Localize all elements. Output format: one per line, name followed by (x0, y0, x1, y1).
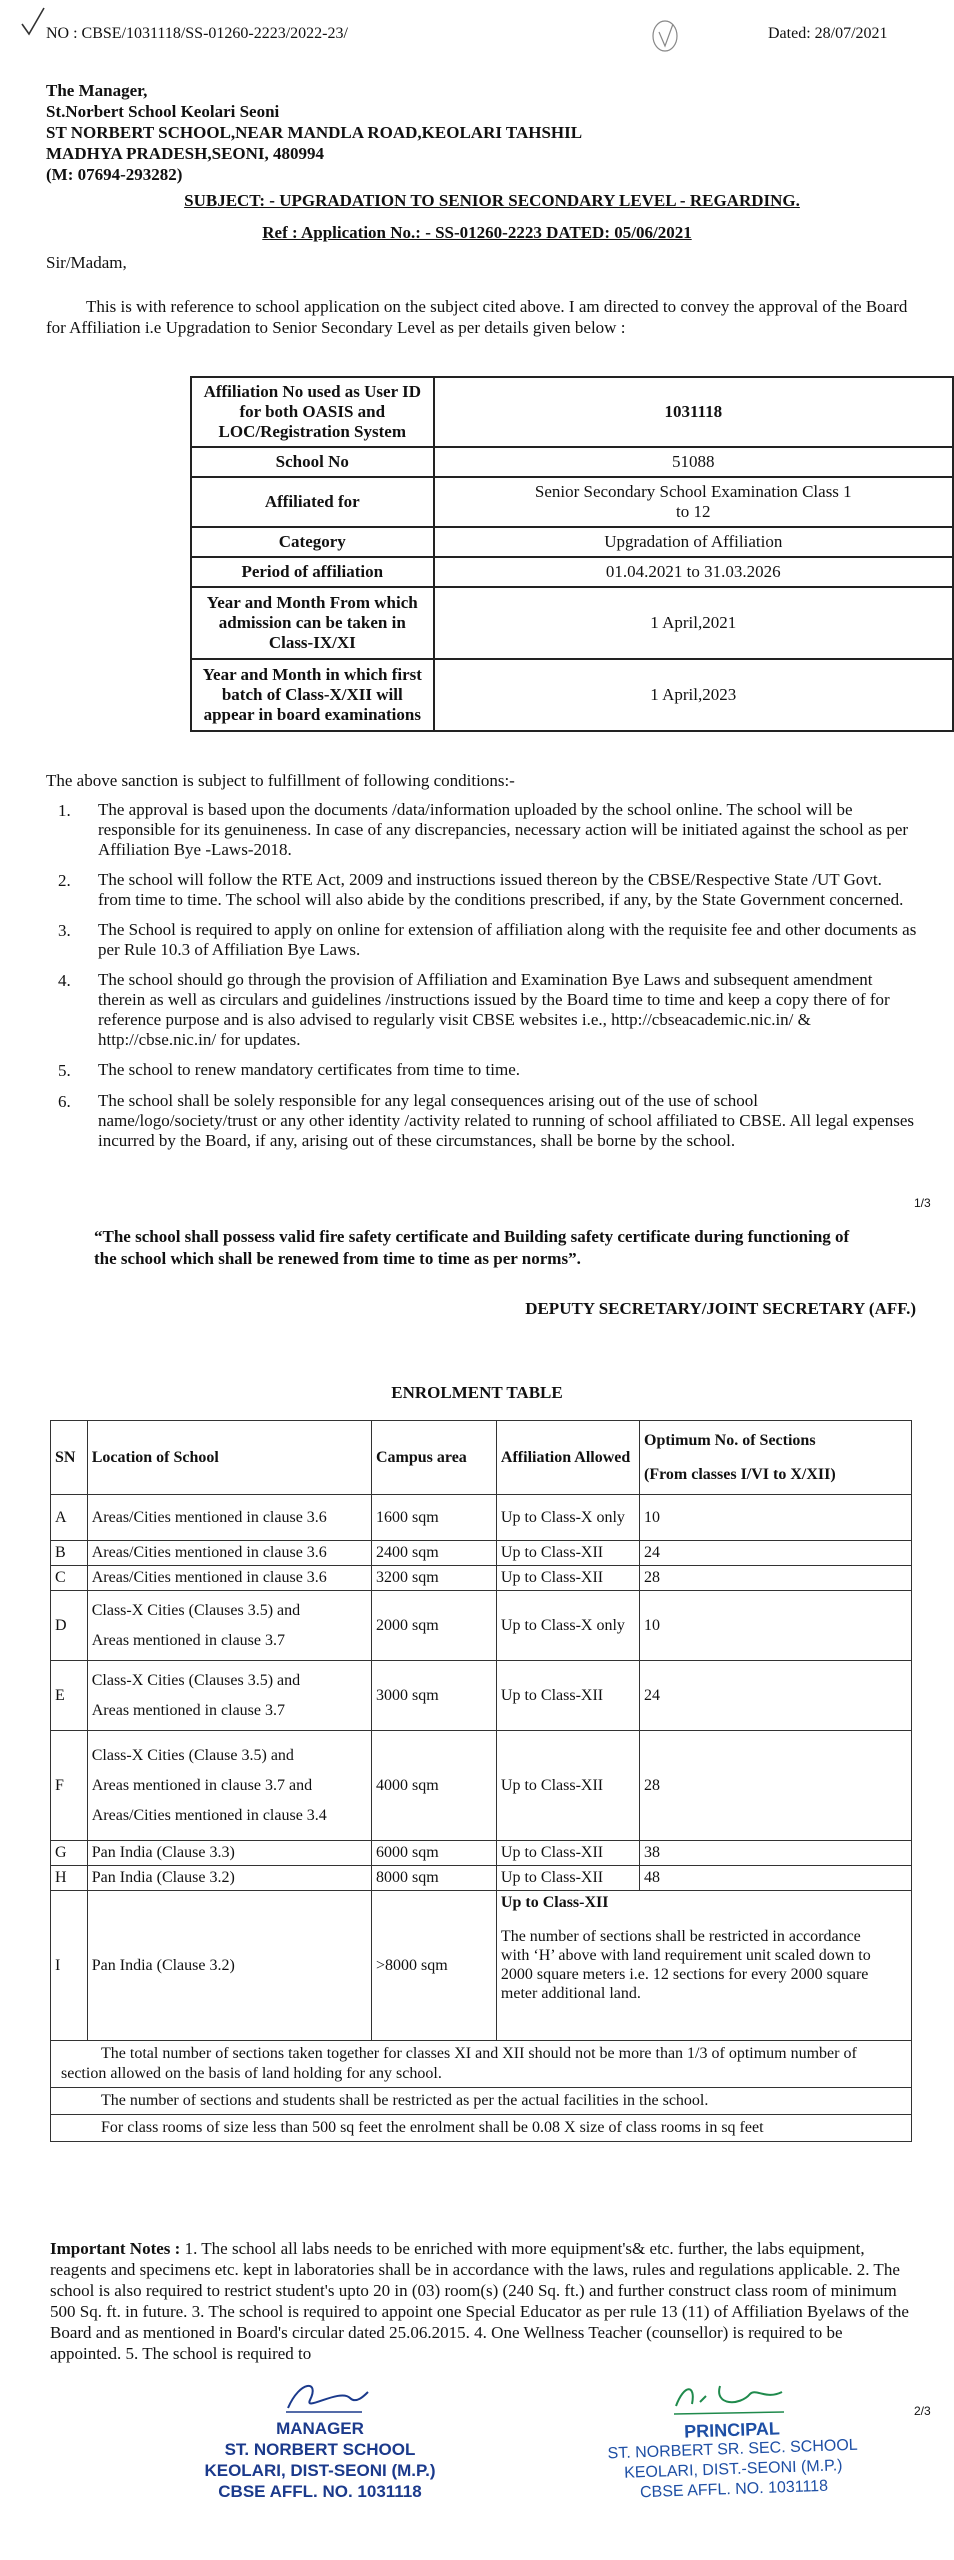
location-line: Areas/Cities mentioned in clause 3.6 (91, 1569, 327, 1586)
cell-sn: C (51, 1566, 88, 1591)
condition-number: 4. (58, 971, 71, 990)
condition-text: The school to renew mandatory certificates from time to time. (98, 1060, 521, 1079)
address-line: MADHYA PRADESH,SEONI, 480994 (46, 144, 325, 163)
cell-campus-area: 8000 sqm (371, 1866, 496, 1891)
affiliation-label: Affiliated for (191, 477, 434, 527)
list-item (58, 920, 918, 960)
location-line: Areas mentioned in clause 3.7 (91, 1701, 286, 1719)
condition-text: The school will follow the RTE Act, 2009 and instructions issued thereon by the CBSE/Respective State /UT Govt. from time to time. The school will also abide by the conditions prescribed, if any, by the State Government concerned. (98, 870, 904, 909)
condition-text: The school shall be solely responsible for any legal consequences arising out of the use of school name/logo/society/trust or any other identity /activity related to running of school affiliated to CBSE. All legal expenses incurred by the Board, if any, arising out of these circumstances, shall be borne by the school. (98, 1091, 914, 1151)
table-row (191, 659, 953, 731)
column-header: Affiliation Allowed (496, 1421, 639, 1495)
list-item (58, 970, 918, 1050)
important-notes (50, 2238, 912, 2364)
condition-text: The approval is based upon the documents /data/information uploaded by the school online. The school will be responsible for its genuineness. In case of any discrepancies, necessary action will be initiated against the school as per Affiliation Bye -Laws-2018. (98, 800, 909, 859)
column-header: Campus area (371, 1421, 496, 1495)
cell-sections: 10 (640, 1495, 912, 1541)
list-item (58, 870, 918, 910)
cell-campus-area: 2000 sqm (371, 1591, 496, 1661)
cell-sn: F (51, 1731, 88, 1841)
table-header-row (51, 1421, 912, 1495)
condition-number: 5. (58, 1061, 71, 1080)
condition-text: The school should go through the provision of Affiliation and Examination Bye Laws and subsequent amendment therein as well as circulars and guidelines /instructions issued by the Board time to time and keep a copy there of for reference purpose and is also advised to regularly visit CBSE websites i.e., http://cbseacademic.nic.in/ & http://cbse.nic.in/ for updates. (98, 970, 890, 1049)
location-line: Areas/Cities mentioned in clause 3.4 (91, 1806, 327, 1824)
conditions-intro: The above sanction is subject to fulfillment of following conditions:- (46, 771, 515, 790)
condition-number: 2. (58, 871, 71, 890)
address-line: ST NORBERT SCHOOL,NEAR MANDLA ROAD,KEOLARI TAHSHIL (46, 123, 583, 142)
cell-affiliation-allowed: Up to Class-X only (496, 1591, 639, 1661)
condition-number: 6. (58, 1092, 71, 1112)
cell-affiliation-allowed: Up to Class-X only (496, 1495, 639, 1541)
location-line: Pan India (Clause 3.2) (91, 1869, 235, 1886)
stamp-line: KEOLARI, DIST.-SEONI (M.P.) (623, 2457, 843, 2482)
cell-affiliation-allowed: Up to Class-XII (496, 1566, 639, 1591)
table-row (191, 587, 953, 659)
affiliation-label: Period of affiliation (191, 557, 434, 587)
cell-sections: 28 (640, 1731, 912, 1841)
cell-campus-area: 3200 sqm (371, 1566, 496, 1591)
cell-sn: B (51, 1541, 88, 1566)
table-row (51, 1566, 912, 1591)
affiliation-label: Year and Month From which admission can be taken in Class-IX/XI (191, 587, 434, 659)
conditions-list (58, 800, 918, 1161)
cell-location (87, 1591, 371, 1661)
table-row (191, 557, 953, 587)
list-item (58, 1060, 918, 1081)
notes-text: 1. The school all labs needs to be enriched with more equipment's& etc. further, the labs equipment, reagents and specimens etc. kept in laboratories shall be in accordance with the laws, rules and regulations applicable. 2. The school is also required to restrict student's upto 20 in (03) room(s) (240 Sq. ft.) and further construct class room of minimum 500 Sq. ft. in future. 3. The school is required to appoint one Special Educator as per rule 13 (11) of Affiliation Byelaws of the Board and as mentioned in Board's circular dated 25.06.2015. 4. One Wellness Teacher (counsellor) is required to be appointed. 5. The school is required to (50, 2239, 909, 2363)
signatory-title: DEPUTY SECRETARY/JOINT SECRETARY (AFF.) (525, 1299, 916, 1318)
column-header-line: Optimum No. of Sections (644, 1431, 816, 1449)
check-mark-icon (20, 6, 46, 36)
fire-safety-note: “The school shall possess valid fire safety certificate and Building safety certificate during functioning of the school which shall be renewed from time to time as per norms”. (94, 1227, 850, 1268)
table-row (191, 377, 953, 447)
affiliation-value: 1031118 (434, 377, 953, 447)
cell-sn: I (51, 1891, 88, 2041)
manager-stamp (190, 2418, 450, 2502)
location-line: Pan India (Clause 3.3) (91, 1844, 235, 1861)
cell-campus-area: 3000 sqm (371, 1661, 496, 1731)
table-footnote-row (51, 2041, 912, 2088)
cell-sections: 28 (640, 1566, 912, 1591)
list-item (58, 800, 918, 860)
cell-campus-area: >8000 sqm (371, 1891, 496, 2041)
letter-date: Dated: 28/07/2021 (768, 25, 888, 42)
table-row (51, 1866, 912, 1891)
table-footnote-row (51, 2115, 912, 2142)
table-footnote-row (51, 2088, 912, 2115)
affiliation-value: 51088 (434, 447, 953, 477)
stamp-line: CBSE AFFL. NO. 1031118 (639, 2477, 829, 2502)
table-row (51, 1591, 912, 1661)
allowed-heading: Up to Class-XII (500, 1894, 609, 1911)
cell-affiliation-allowed: Up to Class-XII (496, 1541, 639, 1566)
stamp-line: KEOLARI, DIST-SEONI (M.P.) (204, 2461, 436, 2480)
affiliation-label: Category (191, 527, 434, 557)
location-line: Class-X Cities (Clauses 3.5) and (91, 1601, 301, 1619)
affiliation-value: 1 April,2023 (434, 659, 953, 731)
page-number: 2/3 (914, 2404, 931, 2418)
cell-sections: 24 (640, 1661, 912, 1731)
address-line: St.Norbert School Keolari Seoni (46, 102, 280, 121)
condition-number: 1. (58, 801, 71, 820)
cell-affiliation-allowed: Up to Class-XII (496, 1866, 639, 1891)
cell-sn: E (51, 1661, 88, 1731)
stamp-line: PRINCIPAL (683, 2418, 781, 2442)
location-line: Class-X Cities (Clauses 3.5) and (91, 1671, 301, 1689)
cell-location: Pan India (Clause 3.2) (87, 1891, 371, 2041)
condition-text: The School is required to apply on online for extension of affiliation along with the requisite fee and other documents as per Rule 10.3 of Affiliation Bye Laws. (98, 920, 917, 959)
principal-signature (670, 2376, 790, 2420)
cell-campus-area: 1600 sqm (371, 1495, 496, 1541)
condition-number: 3. (58, 921, 71, 940)
enrolment-table (50, 1420, 912, 2142)
table-row (191, 477, 953, 527)
table-row (191, 527, 953, 557)
column-header: SN (51, 1421, 88, 1495)
cell-campus-area: 6000 sqm (371, 1841, 496, 1866)
cell-sections: 38 (640, 1841, 912, 1866)
table-row (51, 1541, 912, 1566)
intro-paragraph: This is with reference to school application on the subject cited above. I am directed to convey the approval of the Board for Affiliation i.e Upgradation to Senior Secondary Level as per details given below : (46, 297, 908, 337)
column-header: Location of School (87, 1421, 371, 1495)
cell-affiliation-allowed: Up to Class-XII (496, 1731, 639, 1841)
table-row (191, 447, 953, 477)
letter-ref-number: NO : CBSE/1031118/SS-01260-2223/2022-23/ (46, 25, 348, 42)
affiliation-label: Year and Month in which first batch of Class-X/XII will appear in board examinations (191, 659, 434, 731)
stamp-line: ST. NORBERT SR. SEC. SCHOOL (607, 2436, 858, 2463)
location-line: Areas/Cities mentioned in clause 3.6 (91, 1508, 327, 1526)
cell-affiliation-allowed (496, 1891, 911, 2041)
allowed-note: The number of sections shall be restricted in accordance with ‘H’ above with land requirement unit scaled down to 2000 square meters i.e. 12 sections for every 2000 square meter additional land. (500, 1928, 871, 2002)
cell-sn: A (51, 1495, 88, 1541)
column-header (640, 1421, 912, 1495)
principal-stamp (597, 2415, 870, 2504)
cell-campus-area: 4000 sqm (371, 1731, 496, 1841)
affiliation-value: Upgradation of Affiliation (434, 527, 953, 557)
stamp-line: MANAGER (276, 2419, 364, 2438)
cell-affiliation-allowed: Up to Class-XII (496, 1661, 639, 1731)
cell-sections: 10 (640, 1591, 912, 1661)
affiliation-value: Senior Secondary School Examination Class 1 to 12 (434, 477, 953, 527)
letter-reference: Ref : Application No.: - SS-01260-2223 DATED: 05/06/2021 (262, 223, 692, 242)
address-line: The Manager, (46, 81, 148, 100)
table-row (51, 1731, 912, 1841)
address-line: (M: 07694-293282) (46, 165, 183, 184)
cell-campus-area: 2400 sqm (371, 1541, 496, 1566)
affiliation-details-table (190, 376, 954, 732)
cell-location (87, 1495, 371, 1541)
cell-sn: D (51, 1591, 88, 1661)
location-line: Areas/Cities mentioned in clause 3.6 (91, 1544, 327, 1561)
cell-location (87, 1866, 371, 1891)
footnote: For class rooms of size less than 500 sq feet the enrolment shall be 0.08 X size of class rooms in sq feet (51, 2115, 912, 2142)
cell-location (87, 1661, 371, 1731)
cell-location (87, 1731, 371, 1841)
list-item (58, 1091, 918, 1151)
cell-location (87, 1566, 371, 1591)
cell-sections: 48 (640, 1866, 912, 1891)
cell-sections: 24 (640, 1541, 912, 1566)
cell-location (87, 1541, 371, 1566)
table-row (51, 1661, 912, 1731)
affiliation-label: Affiliation No used as User ID for both OASIS and LOC/Registration System (191, 377, 434, 447)
affiliation-value: 1 April,2021 (434, 587, 953, 659)
table-row (51, 1495, 912, 1541)
table-row (51, 1841, 912, 1866)
stamp-line: CBSE AFFL. NO. 1031118 (218, 2482, 422, 2501)
footnote: The number of sections and students shall be restricted as per the actual facilities in the school. (51, 2088, 912, 2115)
notes-label: Important Notes : (50, 2239, 181, 2258)
manager-signature (280, 2378, 370, 2418)
enrolment-table-title: ENROLMENT TABLE (391, 1383, 563, 1402)
salutation: Sir/Madam, (46, 253, 127, 272)
cell-location (87, 1841, 371, 1866)
affiliation-value: 01.04.2021 to 31.03.2026 (434, 557, 953, 587)
location-line: Areas mentioned in clause 3.7 (91, 1631, 286, 1649)
letter-subject: SUBJECT: - UPGRADATION TO SENIOR SECONDARY LEVEL - REGARDING. (184, 191, 800, 210)
cell-sn: G (51, 1841, 88, 1866)
cell-sn: H (51, 1866, 88, 1891)
handwritten-mark (645, 14, 685, 54)
cell-affiliation-allowed: Up to Class-XII (496, 1841, 639, 1866)
stamp-line: ST. NORBERT SCHOOL (224, 2440, 416, 2459)
footnote: The total number of sections taken together for classes XI and XII should not be more than 1/3 of optimum number of section allowed on the basis of land holding for any school. (51, 2041, 912, 2088)
column-header-line: (From classes I/VI to X/XII) (644, 1465, 836, 1483)
recipient-address (46, 80, 582, 185)
table-row (51, 1891, 912, 2041)
affiliation-label: School No (191, 447, 434, 477)
location-line: Class-X Cities (Clause 3.5) and (91, 1746, 294, 1764)
location-line: Areas mentioned in clause 3.7 and (91, 1776, 313, 1794)
page-number: 1/3 (914, 1196, 931, 1210)
